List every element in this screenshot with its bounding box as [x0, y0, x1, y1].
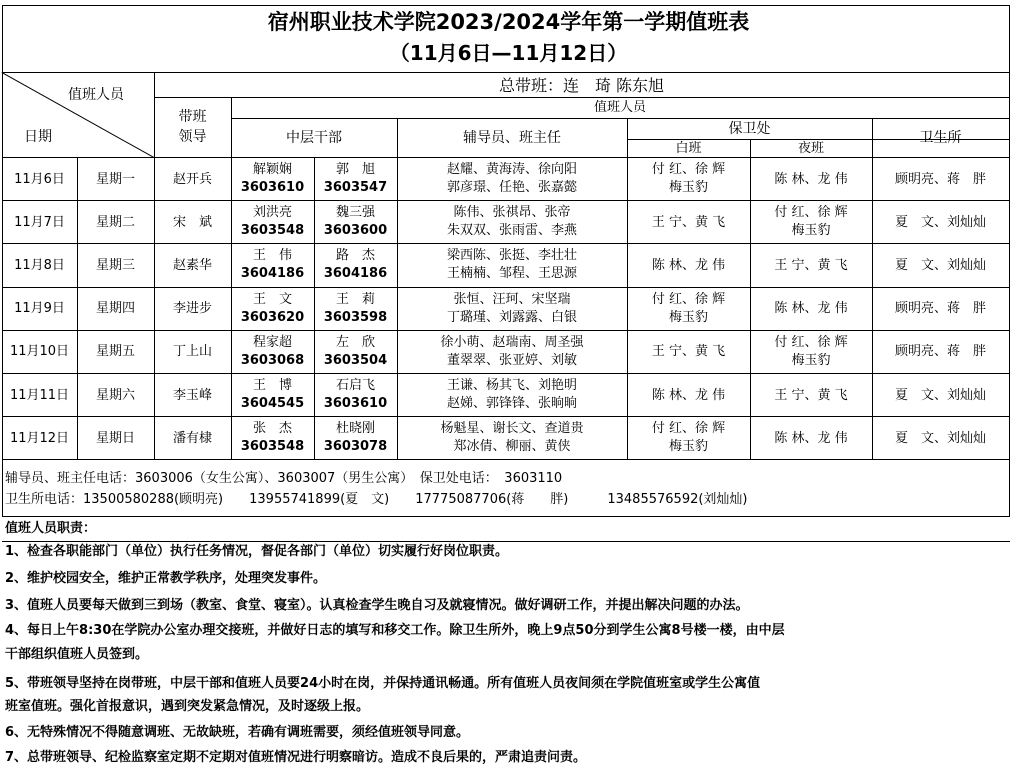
day-shift-line-2: 梅玉豹 [668, 309, 708, 325]
grid-line-v [1009, 5, 1010, 517]
duty-item: 班室值班。强化首报意识，遇到突发紧急情况，及时逐级上报。 [5, 699, 370, 714]
row-date: 11月7日 [14, 214, 65, 230]
row-date: 11月9日 [14, 301, 65, 317]
grid-line-h [2, 459, 1010, 460]
row-date: 11月6日 [14, 171, 65, 187]
grid-line-v [314, 157, 315, 459]
page-title: 宿州职业技术学院2023/2024学年第一学期值班表 [267, 10, 750, 34]
overall-leader: 总带班：连 琦 陈东旭 [498, 76, 665, 95]
cadre-2-phone: 3603504 [323, 352, 388, 368]
cadre-2-name: 石启飞 [335, 378, 375, 393]
row-weekday: 星期六 [95, 387, 135, 403]
day-shift: 王 宁、黄 飞 [651, 214, 726, 230]
grid-line-h [231, 118, 1010, 119]
clinic-staff: 夏 文、刘灿灿 [894, 387, 986, 403]
row-date: 11月10日 [9, 344, 70, 360]
cadre-1-name: 王 伟 [252, 248, 292, 264]
cadre-2-phone: 3604186 [323, 266, 388, 282]
night-shift: 陈 林、龙 伟 [774, 171, 848, 187]
cadre-2-phone: 3603078 [323, 439, 388, 455]
header-day-shift: 白班 [675, 141, 702, 156]
cadre-1-name: 王 博 [252, 378, 292, 393]
counselors-line-2: 王楠楠、邹程、王思源 [446, 266, 577, 282]
counselors-line-2: 丁璐瑾、刘露露、白银 [446, 309, 577, 325]
night-shift-line-2: 梅玉豹 [791, 223, 831, 239]
day-shift: 陈 林、龙 伟 [651, 387, 726, 403]
counselors-line-1: 杨魁星、谢长文、查道贵 [440, 421, 584, 437]
duty-item: 5、带班领导坚持在岗带班，中层干部和值班人员要24小时在岗，并保持通讯畅通。所有值班人员夜间须在学院值班室或学生公寓值 [5, 676, 761, 691]
duty-item: 干部组织值班人员签到。 [5, 647, 149, 662]
duty-item: 4、每日上午8:30在学院办公室办理交接班，并做好日志的填写和移交工作。除卫生所外，晚上9点50分到学生公寓8号楼一楼，由中层 [5, 623, 785, 638]
clinic-staff: 顾明亮、蒋 胖 [894, 301, 986, 317]
day-shift-line-1: 付 红、徐 辉 [651, 291, 726, 307]
cadre-1-phone: 3604186 [240, 266, 305, 282]
cadre-1-phone: 3603548 [240, 223, 305, 239]
day-shift-line-1: 付 红、徐 辉 [651, 162, 726, 177]
grid-line-v [750, 139, 751, 459]
counselors-line-1: 梁西陈、张挺、李壮壮 [446, 248, 577, 264]
row-leader: 李进步 [172, 301, 212, 317]
cadre-1-phone: 3604545 [240, 396, 305, 411]
row-date: 11月11日 [9, 387, 70, 403]
cadre-1-phone: 3603548 [240, 439, 305, 455]
cadre-2-name: 左 欣 [335, 334, 375, 350]
row-leader: 李玉峰 [172, 387, 212, 403]
night-shift: 陈 林、龙 伟 [774, 430, 848, 446]
duty-item: 6、无特殊情况不得随意调班、无故缺班，若确有调班需要，须经值班领导同意。 [5, 725, 470, 740]
counselors-line-2: 朱双双、张雨雷、李燕 [446, 223, 577, 239]
grid-line-h [154, 97, 1010, 98]
grid-line-h [2, 516, 1010, 517]
row-leader: 赵素华 [172, 258, 212, 273]
cadre-2-phone: 3603610 [323, 396, 388, 411]
clinic-staff: 夏 文、刘灿灿 [894, 214, 986, 230]
header-night-shift: 夜班 [797, 141, 824, 156]
cadre-1-name: 王 文 [252, 291, 292, 307]
counselors-line-2: 董翠翠、张亚婷、刘敏 [446, 352, 577, 368]
row-leader: 赵开兵 [172, 171, 212, 187]
counselors-line-1: 徐小萌、赵瑞南、周圣强 [440, 334, 584, 350]
cadre-1-phone: 3603620 [240, 309, 305, 325]
row-leader: 宋 斌 [172, 214, 212, 230]
cadre-2-phone: 3603547 [323, 180, 388, 195]
header-date: 日期 [24, 129, 52, 145]
day-shift-line-2: 梅玉豹 [668, 439, 708, 455]
duty-item: 1、检查各职能部门（单位）执行任务情况，督促各部门（单位）切实履行好岗位职责。 [5, 544, 509, 559]
header-counselors: 辅导员、班主任 [463, 130, 561, 146]
day-shift-line-2: 梅玉豹 [668, 180, 708, 195]
row-date: 11月8日 [14, 258, 65, 273]
duty-item: 2、维护校园安全，维护正常教学秩序，处理突发事件。 [5, 571, 327, 586]
cadre-2-name: 杜晓刚 [335, 421, 375, 437]
counselors-line-1: 陈伟、张祺昂、张帝 [453, 205, 571, 221]
row-leader: 丁上山 [172, 344, 212, 360]
header-duty-personnel-sub: 值班人员 [593, 100, 646, 115]
duty-item: 7、总带班领导、纪检监察室定期不定期对值班情况进行明察暗访。造成不良后果的，严肃追责问责。 [5, 750, 587, 765]
header-middle-cadres: 中层干部 [286, 130, 342, 146]
header-clinic: 卫生所 [919, 130, 962, 146]
row-leader: 潘有棣 [172, 430, 212, 446]
counselors-line-1: 赵耀、黄海涛、徐向阳 [446, 162, 577, 177]
night-shift-line-1: 付 红、徐 辉 [774, 334, 848, 350]
night-shift: 王 宁、黄 飞 [774, 387, 848, 403]
cadre-1-phone: 3603068 [240, 352, 305, 368]
cadre-1-phone: 3603610 [240, 180, 305, 195]
grid-line-v [872, 118, 873, 459]
header-leader-line1: 带班 [178, 109, 207, 125]
counselors-line-1: 王谦、杨其飞、刘艳明 [446, 378, 577, 393]
cadre-2-name: 郭 旭 [335, 162, 375, 177]
cadre-2-name: 路 杰 [335, 248, 375, 264]
clinic-staff: 夏 文、刘灿灿 [894, 258, 986, 273]
row-weekday: 星期一 [95, 171, 135, 187]
header-duty-personnel: 值班人员 [68, 87, 124, 103]
counselors-line-2: 郑冰倩、柳丽、黄侠 [453, 439, 571, 455]
header-leader-line2: 领导 [178, 129, 207, 145]
row-weekday: 星期三 [95, 258, 135, 273]
night-shift-line-1: 付 红、徐 辉 [774, 205, 848, 221]
night-shift-line-2: 梅玉豹 [791, 352, 831, 368]
clinic-staff: 顾明亮、蒋 胖 [894, 171, 986, 187]
cadre-1-name: 张 杰 [252, 421, 292, 437]
day-shift-line-1: 付 红、徐 辉 [651, 421, 726, 437]
day-shift: 陈 林、龙 伟 [651, 258, 726, 273]
phones-line-2: 卫生所电话：13500580288(顾明亮) 13955741899(夏 文) 17775087706(蒋 胖) 13485576592(刘灿灿) [5, 492, 748, 507]
row-weekday: 星期五 [95, 344, 135, 360]
grid-line-h [2, 5, 1010, 6]
counselors-line-1: 张恒、汪珂、宋坚瑞 [453, 291, 571, 307]
phones-line-1: 辅导员、班主任电话：3603006（女生公寓）、3603007（男生公寓） 保卫处电话： 3603110 [5, 471, 563, 486]
duty-item: 3、值班人员要每天做到三到场（教室、食堂、寝室）。认真检查学生晚自习及就寝情况。做好调研工作，并提出解决问题的办法。 [5, 598, 749, 613]
row-weekday: 星期二 [95, 214, 135, 230]
counselors-line-2: 郭彦璟、任艳、张嘉懿 [446, 180, 577, 195]
night-shift: 王 宁、黄 飞 [774, 258, 848, 273]
cadre-1-name: 程家超 [252, 334, 292, 350]
day-shift: 王 宁、黄 飞 [651, 344, 726, 360]
cadre-2-phone: 3603598 [323, 309, 388, 325]
page-subtitle: （11月6日—11月12日） [389, 41, 628, 65]
row-date: 11月12日 [9, 430, 70, 446]
cadre-1-name: 解颖娴 [252, 162, 292, 177]
night-shift: 陈 林、龙 伟 [774, 301, 848, 317]
row-weekday: 星期日 [95, 430, 135, 446]
row-weekday: 星期四 [95, 301, 135, 317]
header-security: 保卫处 [728, 121, 771, 137]
clinic-staff: 夏 文、刘灿灿 [894, 430, 986, 446]
cadre-2-name: 王 莉 [335, 291, 375, 307]
clinic-staff: 顾明亮、蒋 胖 [894, 344, 986, 360]
counselors-line-2: 赵娣、郭锋锋、张晌晌 [446, 396, 577, 411]
grid-line-h [2, 541, 1010, 542]
cadre-2-name: 魏三强 [335, 205, 375, 221]
cadre-1-name: 刘洪亮 [252, 205, 292, 221]
cadre-2-phone: 3603600 [323, 223, 388, 239]
duties-heading: 值班人员职责： [5, 521, 97, 536]
